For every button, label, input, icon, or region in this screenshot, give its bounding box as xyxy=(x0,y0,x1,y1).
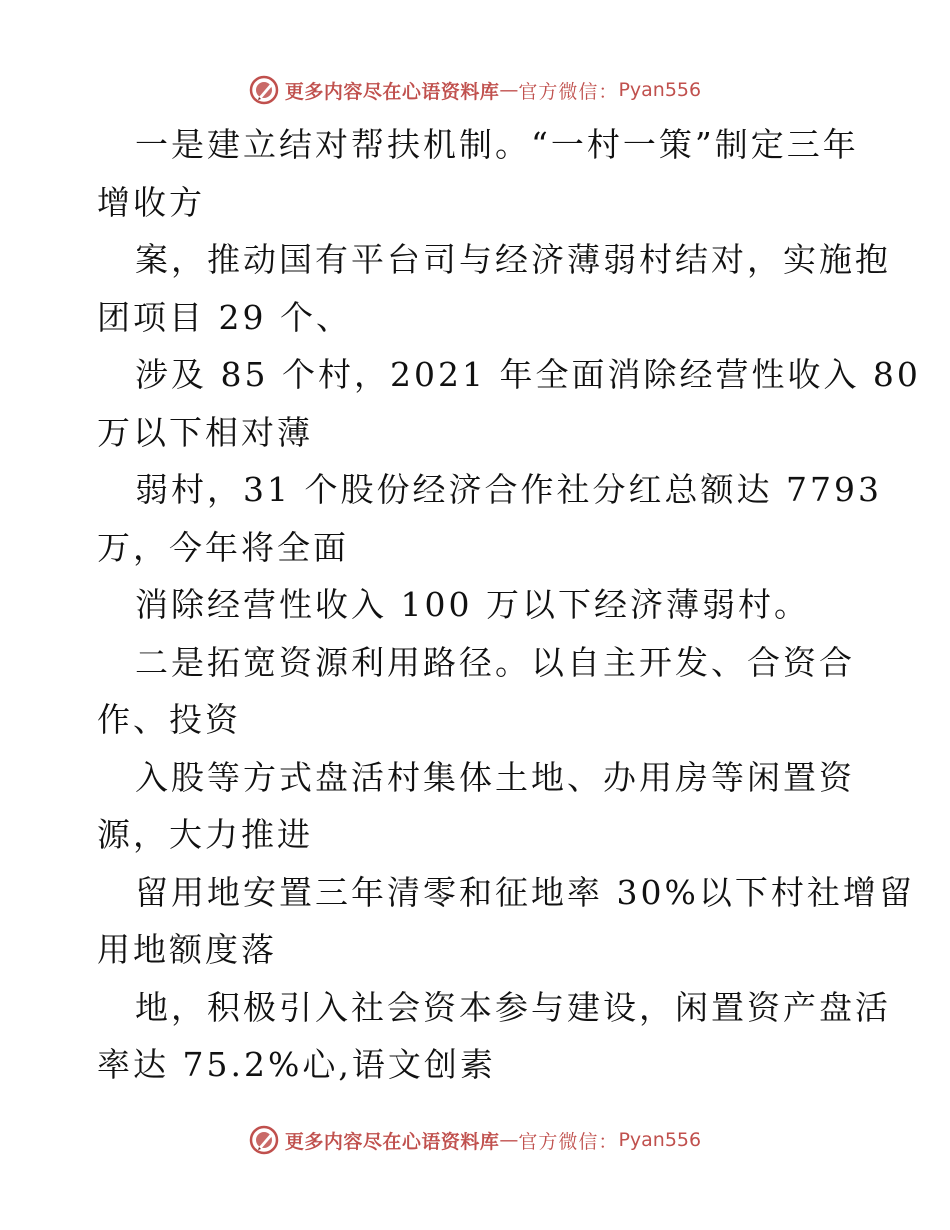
watermark-sub-text: 官方微信： xyxy=(518,80,619,103)
text-line: 源，大力推进 xyxy=(97,815,313,854)
document-body xyxy=(97,116,921,1094)
text-line: 案，推动国有平台司与经济薄弱村结对，实施抱 xyxy=(135,240,891,279)
text-line: 率达 75.2%心,语文创素 xyxy=(97,1045,496,1084)
text-line: 万，今年将全面 xyxy=(97,527,349,567)
header-watermark xyxy=(0,70,950,110)
text-line: 消除经营性收入 100 万以下经济薄弱村。 xyxy=(135,585,810,624)
text-line: 二是拓宽资源利用路径。以自主开发、合资合 xyxy=(135,642,855,682)
red-seal-pen-logo-icon xyxy=(249,75,279,105)
watermark-separator: — xyxy=(499,1129,519,1151)
watermark-main-text: 更多内容尽在心语资料库 xyxy=(284,1130,500,1153)
watermark-wechat-id: Pyan556 xyxy=(618,1129,702,1151)
text-line: 一是建立结对帮扶机制。“一村一策”制定三年 xyxy=(135,125,859,164)
text-line: 入股等方式盘活村集体土地、办用房等闲置资 xyxy=(135,757,855,797)
watermark-main-text: 更多内容尽在心语资料库 xyxy=(284,80,500,103)
text-line: 作、投资 xyxy=(97,700,241,739)
footer-watermark xyxy=(0,1120,950,1160)
text-line: 涉及 85 个村，2021 年全面消除经营性收入 80 xyxy=(135,355,921,394)
text-line: 万以下相对薄 xyxy=(97,412,313,452)
text-line: 团项目 29 个、 xyxy=(97,297,352,337)
watermark-wechat-id: Pyan556 xyxy=(618,79,702,101)
text-line: 用地额度落 xyxy=(97,930,277,969)
red-seal-pen-logo-icon xyxy=(249,1125,279,1155)
watermark-separator: — xyxy=(499,79,519,101)
watermark-sub-text: 官方微信： xyxy=(518,1130,619,1153)
text-line: 弱村，31 个股份经济合作社分红总额达 7793 xyxy=(135,470,882,509)
text-line: 地，积极引入社会资本参与建设，闲置资产盘活 xyxy=(135,987,891,1027)
text-line: 留用地安置三年清零和征地率 30%以下村社增留 xyxy=(135,872,915,912)
text-line: 增收方 xyxy=(97,182,205,222)
